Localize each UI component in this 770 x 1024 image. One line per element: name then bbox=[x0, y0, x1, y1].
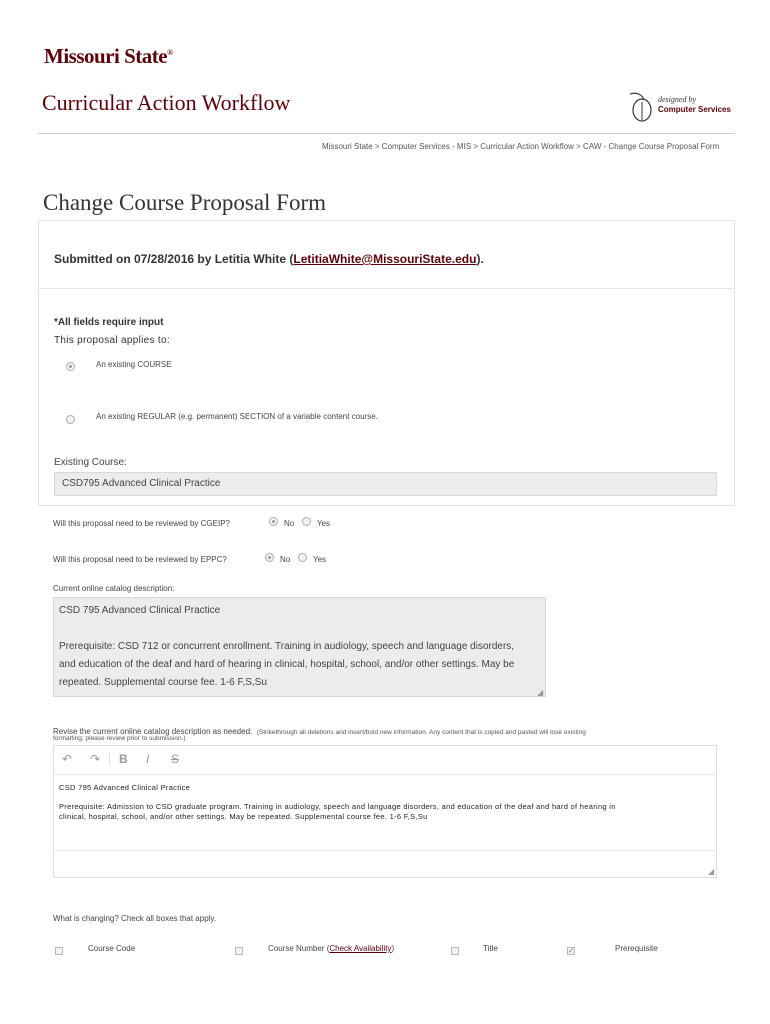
app-title: Curricular Action Workflow bbox=[42, 90, 291, 115]
toolbar-separator bbox=[109, 752, 110, 766]
panel-divider bbox=[38, 288, 735, 289]
eppc-no-radio[interactable] bbox=[265, 553, 274, 562]
cgeip-no-label: No bbox=[284, 519, 295, 528]
cgeip-question: Will this proposal need to be reviewed by CGEIP? bbox=[53, 519, 230, 528]
revise-note-2: formatting; please review prior to submission.) bbox=[53, 735, 186, 742]
resize-grip-icon[interactable]: ◢ bbox=[537, 688, 544, 697]
revise-note-1: (Strikethrough all deletions and insert/bold new information. Any content that is copied and pasted will lose existing bbox=[256, 729, 586, 736]
editor-toolbar-divider bbox=[53, 774, 717, 775]
course-code-label: Course Code bbox=[88, 944, 136, 953]
course-code-checkbox[interactable] bbox=[55, 947, 63, 955]
editor-line-1: CSD 795 Advanced Clinical Practice bbox=[59, 783, 191, 792]
bold-button[interactable]: B bbox=[119, 752, 128, 766]
eppc-yes-label: Yes bbox=[313, 555, 327, 564]
current-description-label: Current online catalog description: bbox=[53, 584, 175, 593]
submitter-email-link[interactable]: LetitiaWhite@MissouriState.edu bbox=[293, 252, 477, 266]
required-note: *All fields require input bbox=[54, 317, 164, 328]
current-desc-line-4: repeated. Supplemental course fee. 1-6 F,S,Su bbox=[59, 677, 267, 688]
editor-line-3: clinical, hospital, school, and/or other settings. May be repeated. Supplemental course fee. 1-6 F,S,Su bbox=[59, 812, 428, 821]
current-desc-line-1: CSD 795 Advanced Clinical Practice bbox=[59, 605, 221, 616]
submitted-info: Submitted on 07/28/2016 by Letitia White (LetitiaWhite@MissouriState.edu). bbox=[54, 252, 484, 266]
course-number-checkbox[interactable] bbox=[235, 947, 243, 955]
check-availability-link[interactable]: Check Availability bbox=[329, 944, 392, 953]
course-number-label: Course Number (Check Availability) bbox=[268, 944, 395, 953]
current-desc-line-2: Prerequisite: CSD 712 or concurrent enrollment. Training in audiology, speech and language disorders, bbox=[59, 641, 515, 652]
applies-section-label: An existing REGULAR (e.g. permanent) SECTION of a variable content course. bbox=[96, 412, 378, 421]
applies-section-radio[interactable] bbox=[66, 415, 75, 424]
eppc-no-label: No bbox=[280, 555, 291, 564]
prerequisite-label: Prerequisite bbox=[615, 944, 658, 953]
existing-course-field[interactable]: CSD795 Advanced Clinical Practice bbox=[54, 472, 717, 496]
check-icon: ✓ bbox=[568, 946, 575, 955]
current-desc-line-3: and education of the deaf and hard of hearing in clinical, hospital, school, and/or other settings. May be bbox=[59, 659, 515, 670]
computer-services-badge bbox=[626, 90, 736, 124]
undo-icon[interactable]: ↶ bbox=[62, 752, 73, 766]
breadcrumb[interactable]: Missouri State > Computer Services - MIS > Curricular Action Workflow > CAW - Change Course Proposal Form bbox=[322, 142, 720, 151]
applies-course-label: An existing COURSE bbox=[96, 360, 172, 369]
current-description-textarea[interactable] bbox=[53, 597, 546, 697]
redo-icon[interactable]: ↷ bbox=[90, 752, 101, 766]
header-divider bbox=[38, 133, 735, 134]
cgeip-yes-radio[interactable] bbox=[302, 517, 311, 526]
title-checkbox[interactable] bbox=[451, 947, 459, 955]
missouri-state-logo[interactable]: Missouri State® bbox=[44, 44, 173, 68]
page-title: Change Course Proposal Form bbox=[43, 190, 327, 215]
title-label: Title bbox=[483, 944, 498, 953]
changing-label: What is changing? Check all boxes that apply. bbox=[53, 914, 217, 923]
eppc-yes-radio[interactable] bbox=[298, 553, 307, 562]
applies-label: This proposal applies to: bbox=[54, 335, 170, 346]
badge-line-2: Computer Services bbox=[658, 105, 731, 114]
prerequisite-checkbox[interactable] bbox=[567, 947, 575, 955]
eppc-question: Will this proposal need to be reviewed by EPPC? bbox=[53, 555, 227, 564]
editor-resize-grip-icon[interactable]: ◢ bbox=[708, 867, 715, 876]
existing-course-label: Existing Course: bbox=[54, 457, 127, 468]
revise-label: Revise the current online catalog description as needed: bbox=[53, 727, 253, 736]
editor-status-divider bbox=[53, 850, 717, 851]
badge-line-1: designed by bbox=[658, 95, 696, 104]
computer-services-icon bbox=[626, 90, 656, 124]
cgeip-yes-label: Yes bbox=[317, 519, 331, 528]
editor-line-2: Prerequisite: Admission to CSD graduate program. Training in audiology, speech and language disorders, and education of the deaf and hard of hearing in bbox=[59, 802, 616, 811]
italic-button[interactable]: I bbox=[146, 752, 150, 766]
applies-course-radio[interactable] bbox=[66, 362, 75, 371]
cgeip-no-radio[interactable] bbox=[269, 517, 278, 526]
strikethrough-button[interactable]: S bbox=[171, 752, 180, 766]
